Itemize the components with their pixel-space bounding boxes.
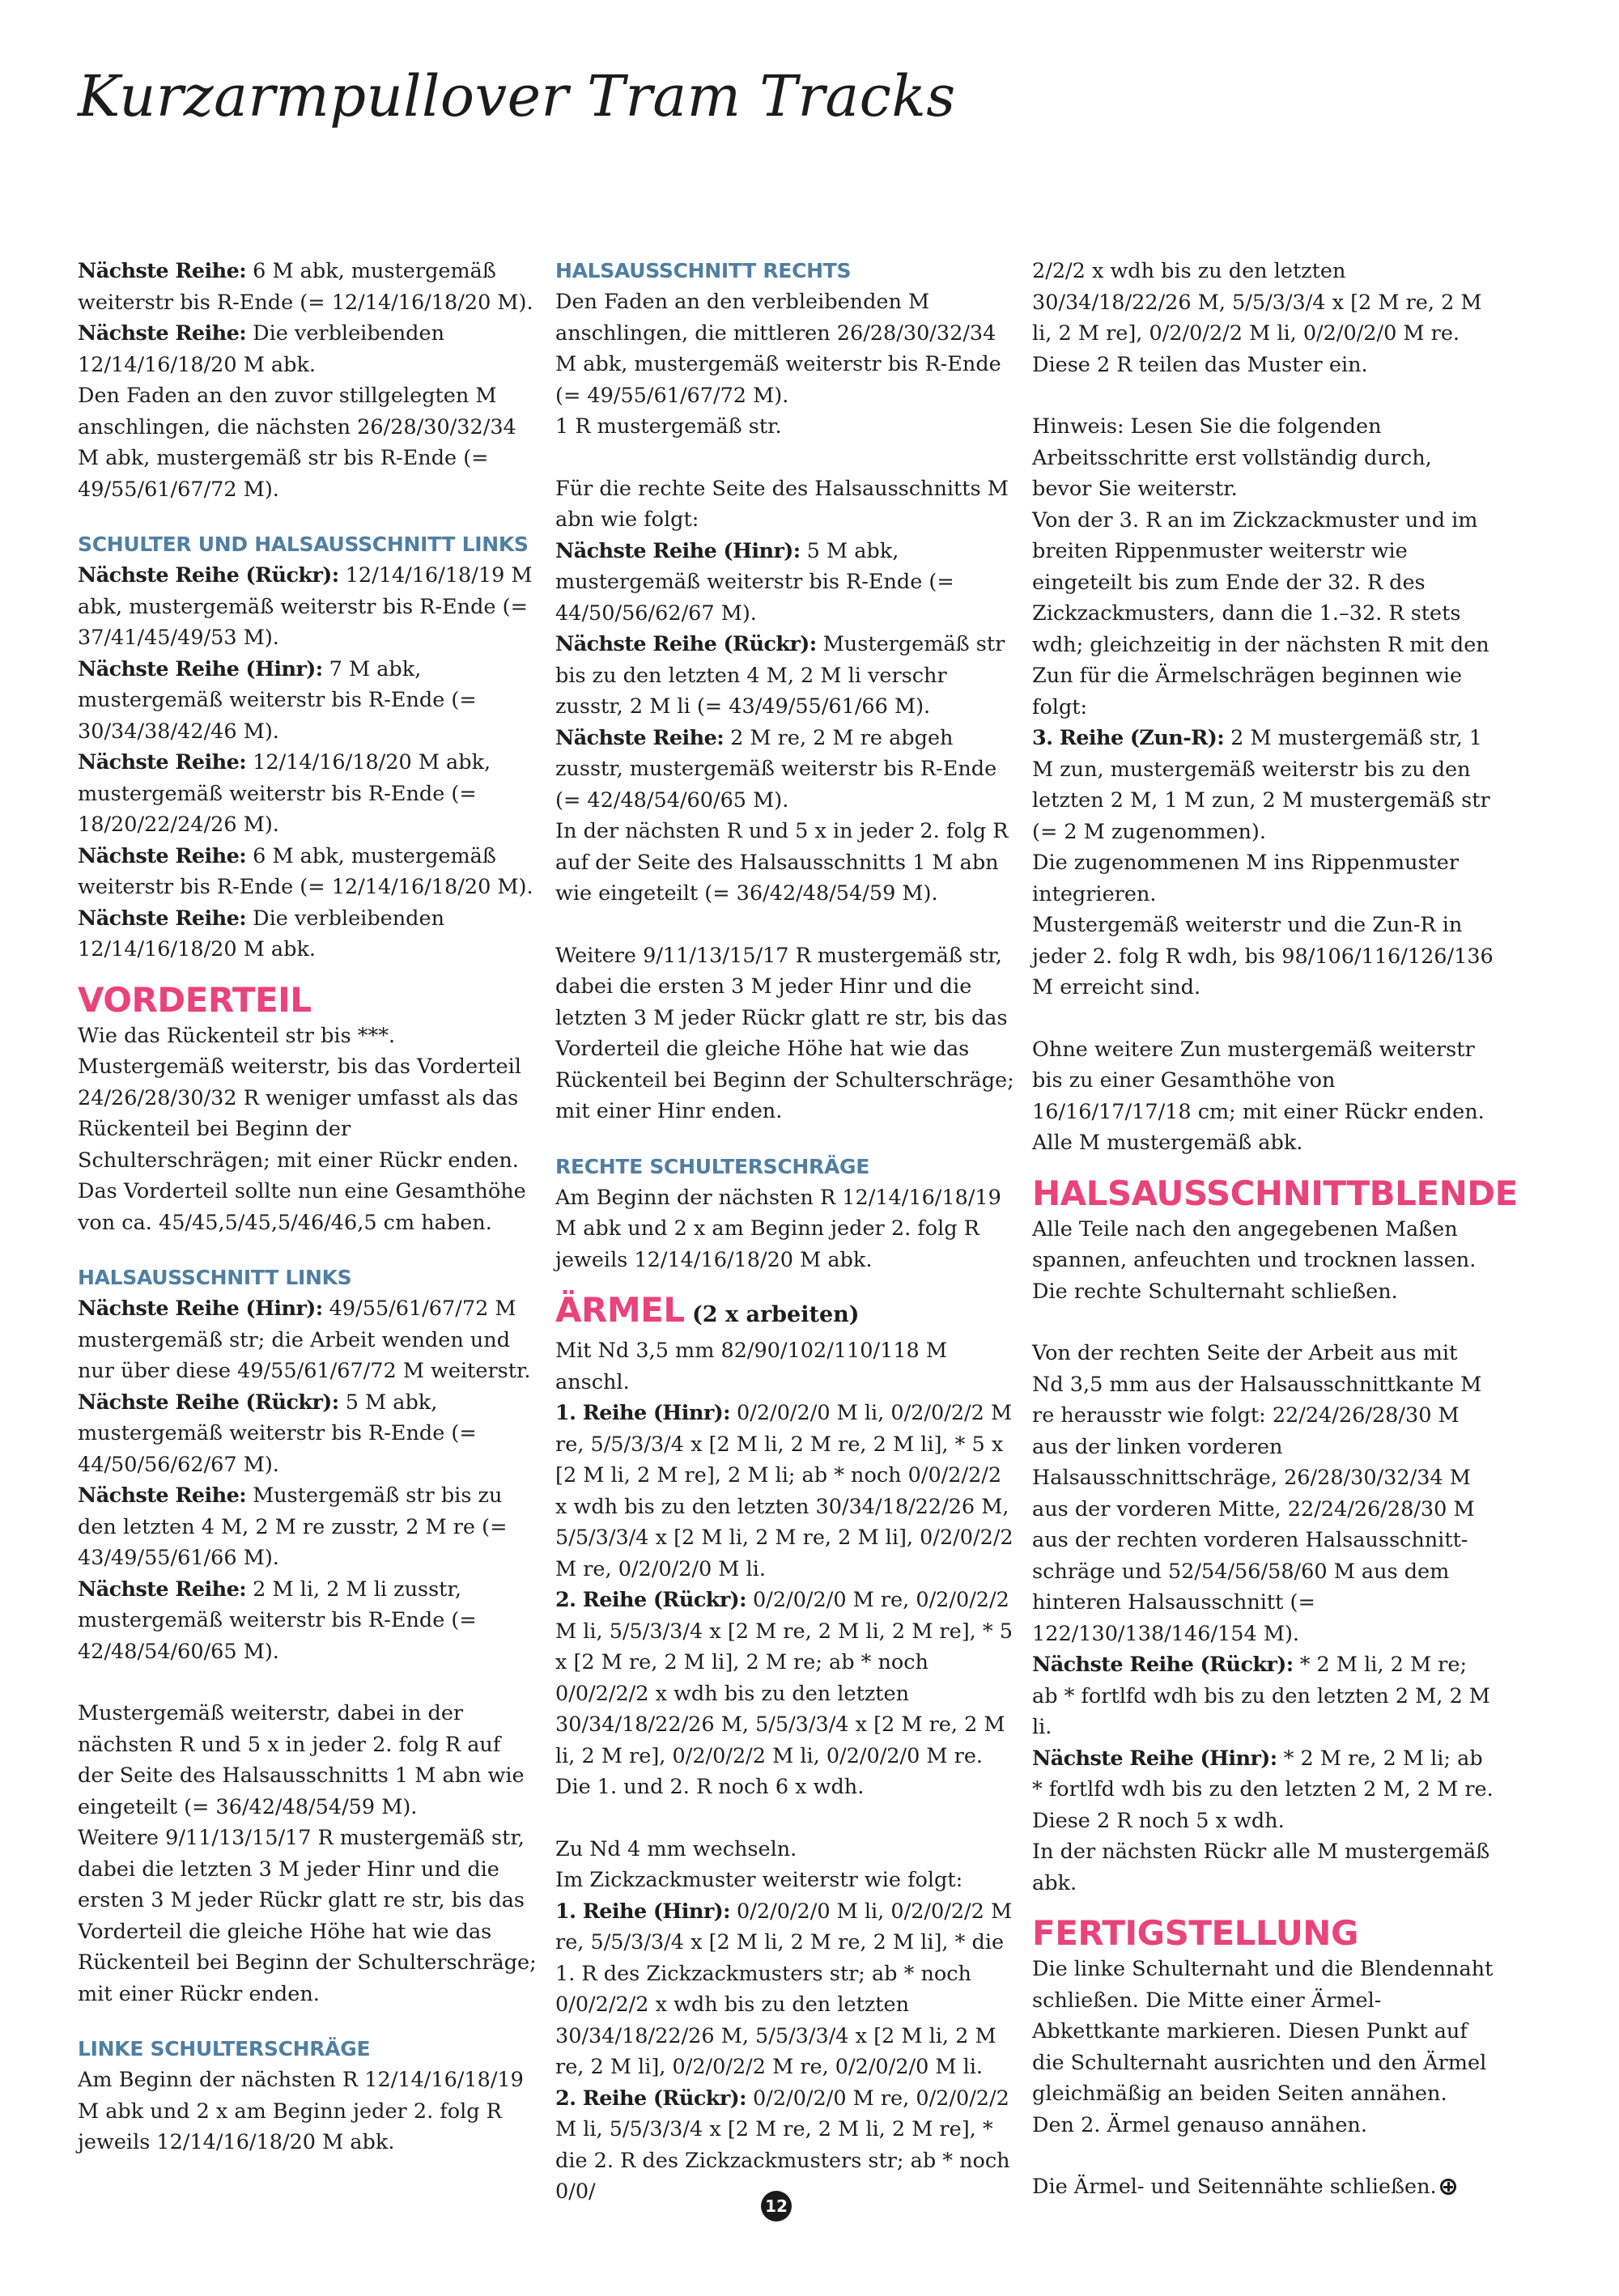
paragraph: Wie das Rückenteil str bis ***. Mustergemäß weiterstr, bis das Vorderteil 24/26/28/30/32 R weniger umfasst als das Rückenteil bei Beginn der Schulterschrägen; mit einer Rückr enden. Das Vorderteil sollte nun eine Gesamthöhe von ca. 45/45,5/45,5/46/46,5 cm haben. xyxy=(78,1023,526,1235)
paragraph: Alle Teile nach den angegebenen Maßen spannen, anfeuchten und trocknen lassen. Die rechte Schulternaht schließen. xyxy=(1032,1216,1477,1304)
paragraph: Nächste Reihe (Rückr): 12/14/16/18/19 M abk, mustergemäß weiterstr bis R-Ende (= 37/41/45/49/53 M). Nächste Reihe (Hinr): 7 M abk, mustergemäß weiterstr bis R-Ende (= 30/34/38/42/46 M). Nächste Reihe: 12/14/16/18/20 M abk, mustergemäß weiterstr bis R-Ende (= 18/20/22/24/26 M). Nächste Reihe: 6 M abk, mustergemäß weiterstr bis R-Ende (= 12/14/16/18/20 M). Nächste Reihe: Die verbleibenden 12/14/16/18/20 M abk. xyxy=(78,563,533,961)
paragraph: 2/2/2 x wdh bis zu den letzten 30/34/18/22/26 M, 5/5/3/3/4 x [2 M re, 2 M li, 2 M re], 0/2/0/2/2 M li, 0/2/0/2/0 M re. Diese 2 R teilen das Muster ein. xyxy=(1032,259,1482,377)
paragraph: Die Ärmel- und Seitennähte schließen. xyxy=(1032,2171,1494,2203)
paragraph: Zu Nd 4 mm wechseln. Im Zickzackmuster weiterstr wie folgt: 1. Reihe (Hinr): 0/2/0/2/0 M li, 0/2/0/2/2 M re, 5/5/3/3/4 x [2 M li, 2 M re, 2 M li], * die 1. R des Zickzackmusters str; ab * noch 0/0/2/2/2 x wdh bis zu den letzten 30/34/18/22/26 M, 5/5/3/3/4 x [2 M li, 2 M re, 2 M li], 0/2/0/2/2 M re, 0/2/0/2/0 M li. 2. Reihe (Rückr): 0/2/0/2/0 M re, 0/2/0/2/2 M li, 5/5/3/3/4 x [2 M re, 2 M li, 2 M re], * die 2. R des Zickzackmusters str; ab * noch 0/0/ xyxy=(555,1836,1013,2204)
paragraph: Mustergemäß weiterstr, dabei in der nächsten R und 5 x in jeder 2. folg R auf der Seite des Halsausschnitts 1 M abn wie eingeteilt (= 36/42/48/54/59 M). Weitere 9/11/13/15/17 R mustergemäß str, dabei die letzten 3 M jeder Hinr und die ersten 3 M jeder Rückr glatt re str, bis das Vorderteil die gleiche Höhe hat wie das Rückenteil bei Beginn der Schulterschräge; mit einer Rückr enden. xyxy=(78,1701,537,2006)
paragraph: Nächste Reihe: 6 M abk, mustergemäß weiterstr bis R-Ende (= 12/14/16/18/20 M). Nächste Reihe: Die verbleibenden 12/14/16/18/20 M abk. Den Faden an den zuvor stillgelegten M anschlingen, die nächsten 26/28/30/32/34 M abk, mustergemäß str bis R-Ende (= 49/55/61/67/72 M). xyxy=(78,259,533,502)
page-title: Kurzarmpullover Tram Tracks xyxy=(78,63,956,129)
column-1 xyxy=(78,256,539,2158)
subsection-heading: HALSAUSSCHNITT LINKS xyxy=(78,1266,352,1289)
paragraph: Von der rechten Seite der Arbeit aus mit Nd 3,5 mm aus der Halsausschnittkante M re herausstr wie folgt: 22/24/26/28/30 M aus der linken vorderen Halsausschnittschräge, 26/28/30/32/34 M aus der vorderen Mitte, 22/24/26/28/30 M aus der rechten vorderen Halsausschnitt-schräge und 52/54/56/58/60 M aus dem hinteren Halsausschnitt (= 122/130/138/146/154 M). Nächste Reihe (Rückr): * 2 M li, 2 M re; ab * fortlfd wdh bis zu den letzten 2 M, 2 M li. Nächste Reihe (Hinr): * 2 M re, 2 M li; ab * fortlfd wdh bis zu den letzten 2 M, 2 M re. Diese 2 R noch 5 x wdh. In der nächsten Rückr alle M mustergemäß abk. xyxy=(1032,1341,1494,1895)
section-heading: ÄRMEL (2 x arbeiten) xyxy=(555,1290,860,1330)
column-3 xyxy=(1032,256,1518,2203)
paragraph: Ohne weitere Zun mustergemäß weiterstr bis zu einer Gesamthöhe von 16/16/17/17/18 cm; mit einer Rückr enden. Alle M mustergemäß abk. xyxy=(1032,1037,1485,1155)
paragraph: Am Beginn der nächsten R 12/14/16/18/19 M abk und 2 x am Beginn jeder 2. folg R jeweils 12/14/16/18/20 M abk. xyxy=(78,2068,524,2154)
subsection-heading: HALSAUSSCHNITT RECHTS xyxy=(555,259,852,282)
paragraph: Hinweis: Lesen Sie die folgenden Arbeitsschritte erst vollständig durch, bevor Sie weiterstr. Von der 3. R an im Zickzackmuster und im breiten Rippenmuster weiterstr wie eingeteilt bis zum Ende der 32. R des Zickzackmusters, dann die 1.–32. R stets wdh; gleichzeitig in der nächsten R mit den Zun für die Ärmelschrägen beginnen wie folgt: 3. Reihe (Zun-R): 2 M mustergemäß str, 1 M zun, mustergemäß weiterstr bis zu den letzten 2 M, 1 M zun, 2 M mustergemäß str (= 2 M zugenommen). Die zugenommenen M ins Rippenmuster integrieren. Mustergemäß weiterstr und die Zun-R in jeder 2. folg R wdh, bis 98/106/116/126/136 M erreicht sind. xyxy=(1032,414,1494,999)
paragraph: Weitere 9/11/13/15/17 R mustergemäß str, dabei die ersten 3 M jeder Hinr und die letzten 3 M jeder Rückr glatt re str, bis das Vorderteil die gleiche Höhe hat wie das Rückenteil bei Beginn der Schulterschräge; mit einer Hinr enden. xyxy=(555,943,1014,1123)
paragraph: Den Faden an den verbleibenden M anschlingen, die mittleren 26/28/30/32/34 M abk, mustergemäß weiterstr bis R-Ende (= 49/55/61/67/72 M). 1 R mustergemäß str. xyxy=(555,290,1001,439)
section-heading: FERTIGSTELLUNG xyxy=(1032,1913,1358,1953)
paragraph: Für die rechte Seite des Halsausschnitts M abn wie folgt: Nächste Reihe (Hinr): 5 M abk, mustergemäß weiterstr bis R-Ende (= 44/50/56/62/67 M). Nächste Reihe (Rückr): Mustergemäß str bis zu den letzten 4 M, 2 M li verschr zusstr, 2 M li (= 43/49/55/61/66 M). Nächste Reihe: 2 M re, 2 M re abgeh zusstr, mustergemäß weiterstr bis R-Ende (= 42/48/54/60/65 M). In der nächsten R und 5 x in jeder 2. folg R auf der Seite des Halsausschnitts 1 M abn wie eingeteilt (= 36/42/48/54/59 M). xyxy=(555,476,1009,906)
section-heading: VORDERTEIL xyxy=(78,979,312,1020)
section-note: (2 x arbeiten) xyxy=(684,1302,860,1327)
paragraph: Am Beginn der nächsten R 12/14/16/18/19 M abk und 2 x am Beginn jeder 2. folg R jeweils 12/14/16/18/20 M abk. xyxy=(555,1185,1001,1272)
section-heading: HALSAUSSCHNITTBLENDE xyxy=(1032,1173,1518,1213)
page-number-badge: 12 xyxy=(761,2191,792,2222)
subsection-heading: SCHULTER UND HALSAUSSCHNITT LINKS xyxy=(78,533,529,556)
circled-plus-icon xyxy=(1440,2179,1456,2195)
paragraph: Mit Nd 3,5 mm 82/90/102/110/118 M anschl. 1. Reihe (Hinr): 0/2/0/2/0 M li, 0/2/0/2/2 M re, 5/5/3/3/4 x [2 M li, 2 M re, 2 M li], * 5 x [2 M li, 2 M re], 2 M li; ab * noch 0/0/2/2/2 x wdh bis zu den letzten 30/34/18/22/26 M, 5/5/3/3/4 x [2 M li, 2 M re, 2 M li], 0/2/0/2/2 M re, 0/2/0/2/0 M li. 2. Reihe (Rückr): 0/2/0/2/0 M re, 0/2/0/2/2 M li, 5/5/3/3/4 x [2 M re, 2 M li, 2 M re], * 5 x [2 M re, 2 M li], 2 M re; ab * noch 0/0/2/2/2 x wdh bis zu den letzten 30/34/18/22/26 M, 5/5/3/3/4 x [2 M re, 2 M li, 2 M re], 0/2/0/2/2 M li, 0/2/0/2/0 M re. Die 1. und 2. R noch 6 x wdh. xyxy=(555,1339,1013,1799)
paragraph: Nächste Reihe (Hinr): 49/55/61/67/72 M mustergemäß str; die Arbeit wenden und nur über diese 49/55/61/67/72 M weiterstr. Nächste Reihe (Rückr): 5 M abk, mustergemäß weiterstr bis R-Ende (= 44/50/56/62/67 M). Nächste Reihe: Mustergemäß str bis zu den letzten 4 M, 2 M re zusstr, 2 M re (= 43/49/55/61/66 M). Nächste Reihe: 2 M li, 2 M li zusstr, mustergemäß weiterstr bis R-Ende (= 42/48/54/60/65 M). xyxy=(78,1297,531,1664)
paragraph: Die linke Schulternaht und die Blendennaht schließen. Die Mitte einer Ärmel-Abkettkante markieren. Diesen Punkt auf die Schulternaht ausrichten und den Ärmel gleichmäßig an beiden Seiten annähen. Den 2. Ärmel genauso annähen. xyxy=(1032,1957,1494,2137)
subsection-heading: RECHTE SCHULTERSCHRÄGE xyxy=(555,1154,870,1178)
subsection-heading: LINKE SCHULTERSCHRÄGE xyxy=(78,2037,371,2060)
column-2 xyxy=(555,256,1017,2208)
